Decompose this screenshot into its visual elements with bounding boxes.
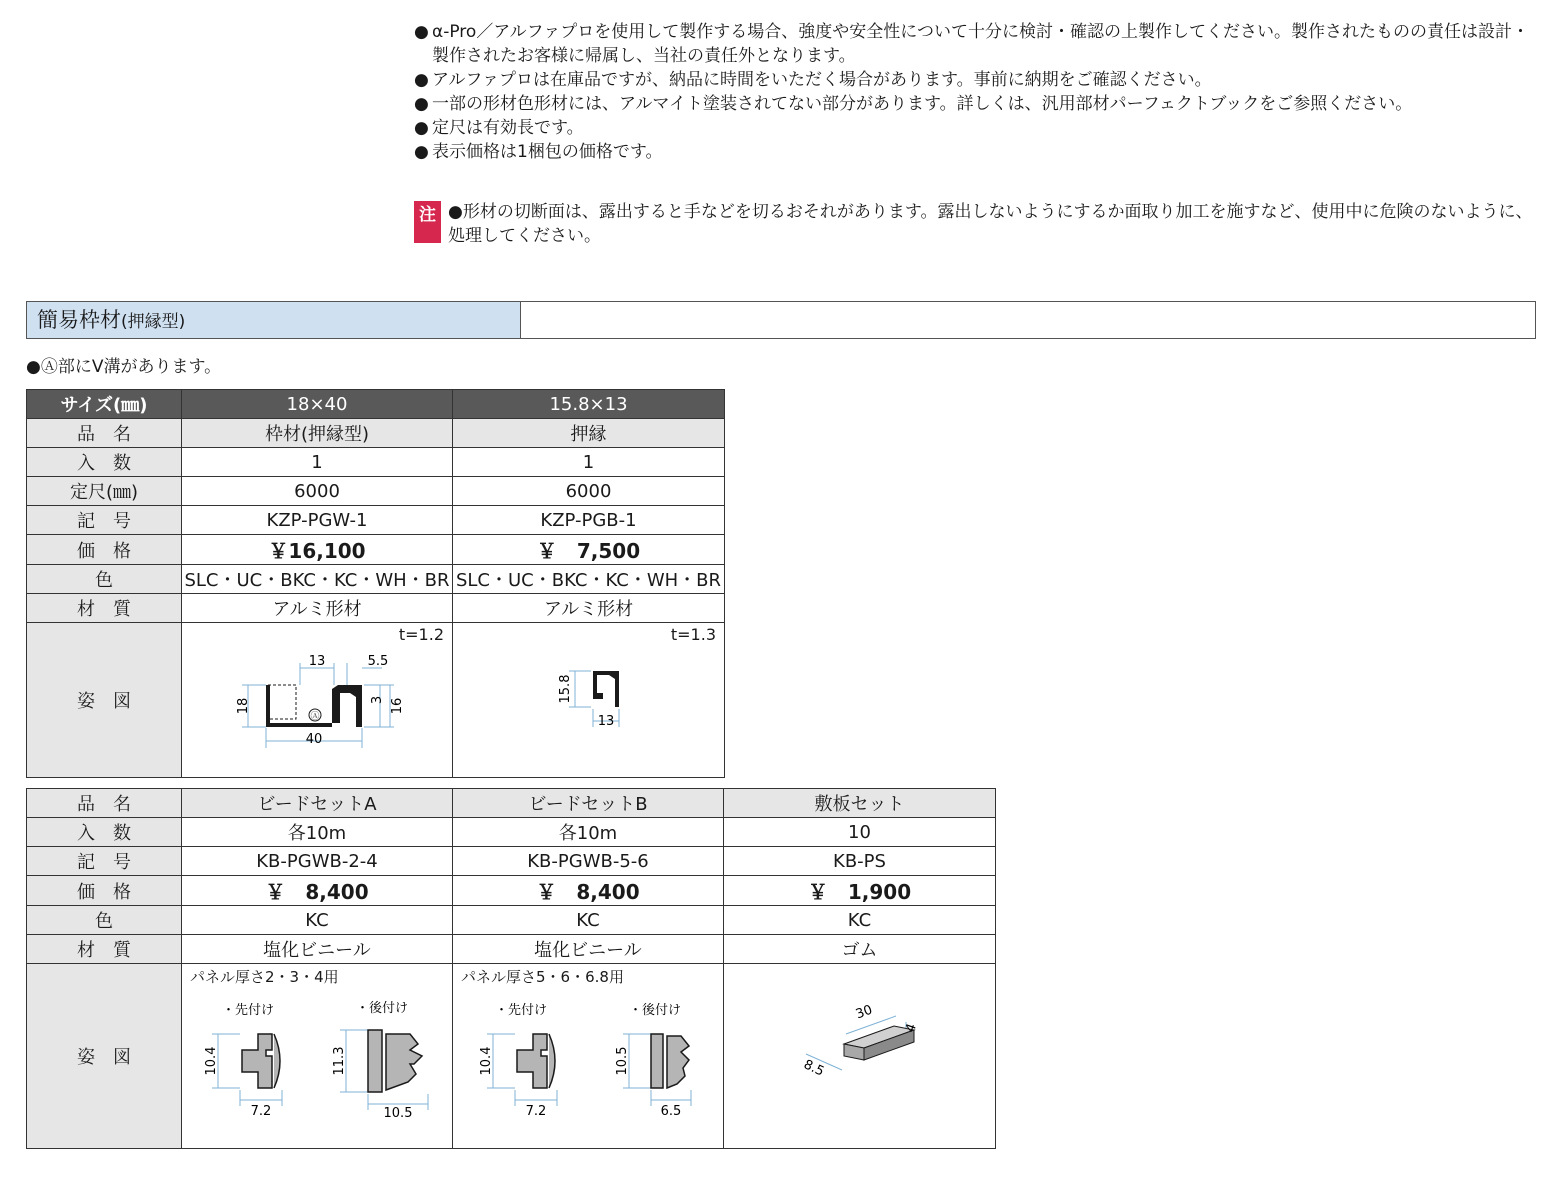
section-header: [26, 301, 1536, 339]
color-cell: KC: [453, 906, 724, 935]
accessory-table: [26, 788, 996, 1149]
product-name: ビードセットB: [453, 789, 724, 818]
table-row: [27, 419, 725, 448]
price-cell: ￥ 8,400: [182, 876, 453, 906]
table-row: [27, 390, 725, 419]
dim-label: 11.3: [332, 1046, 347, 1076]
section-title-text: 簡易枠材: [37, 308, 121, 332]
qty-cell: 1: [453, 448, 725, 477]
length-cell: 6000: [182, 477, 453, 506]
bead-profile-drawing: [453, 623, 725, 777]
row-label: 価 格: [27, 876, 182, 906]
section-title: [27, 302, 521, 338]
dim-label: 7.2: [525, 1104, 547, 1119]
bullet: ●: [414, 94, 429, 114]
table-row: [27, 935, 996, 964]
drawing-cell: [182, 964, 453, 1149]
panel-caption: パネル厚さ5・6・6.8用: [461, 968, 624, 986]
row-label: 品 名: [27, 789, 182, 818]
row-label: 材 質: [27, 935, 182, 964]
qty-cell: 1: [182, 448, 453, 477]
plate-set-drawing: [724, 964, 996, 1148]
note-item: [414, 92, 1544, 116]
pre-fit-label: ・先付け: [222, 1003, 275, 1018]
post-fit-label: ・後付け: [629, 1003, 682, 1018]
row-label: 姿 図: [27, 623, 182, 778]
bead-set-a-drawing: [182, 964, 453, 1148]
v-groove-mark: Ⓐ: [310, 712, 320, 722]
dim-label: 10.5: [383, 1106, 413, 1121]
color-cell: KC: [724, 906, 996, 935]
dim-label: 10.4: [204, 1046, 219, 1076]
material-cell: 塩化ビニール: [182, 935, 453, 964]
notes-block: [414, 20, 1544, 164]
product-name: 敷板セット: [724, 789, 996, 818]
table-row: [27, 448, 725, 477]
dim-label: 40: [305, 732, 323, 747]
table-row: [27, 789, 996, 818]
row-label: 入 数: [27, 818, 182, 847]
dim-label: 18: [236, 697, 251, 715]
dim-label: 7.2: [250, 1104, 272, 1119]
material-cell: 塩化ビニール: [453, 935, 724, 964]
post-fit-label: ・後付け: [356, 1001, 409, 1016]
dim-label: 6.5: [660, 1104, 682, 1119]
price-cell: ￥ 7,500: [453, 535, 725, 565]
drawing-cell: [182, 623, 453, 778]
row-label: 色: [27, 565, 182, 594]
color-cell: SLC・UC・BKC・KC・WH・BR: [182, 565, 453, 594]
length-cell: 6000: [453, 477, 725, 506]
bead-set-b-drawing: [453, 964, 724, 1148]
code-cell: KB-PGWB-5-6: [453, 847, 724, 876]
size-cell: 15.8×13: [453, 390, 725, 419]
note-text: 表示価格は1梱包の価格です。: [432, 142, 663, 162]
dim-label: 30: [853, 1002, 875, 1023]
row-label: 入 数: [27, 448, 182, 477]
row-label: 品 名: [27, 419, 182, 448]
warning-text: ●形材の切断面は、露出すると手などを切るおそれがあります。露出しないようにするか面取り加工を施すなど、使用中に危険のないように、処理してください。: [448, 202, 1533, 246]
dim-label: 13: [308, 654, 326, 669]
drawing-cell: [453, 964, 724, 1149]
dim-label: 10.4: [479, 1046, 494, 1076]
dim-label: 4: [903, 1021, 920, 1035]
frame-profile-drawing: [182, 623, 453, 777]
dim-label: 8.5: [801, 1057, 827, 1080]
row-label: 定尺(㎜): [27, 477, 182, 506]
note-text: α-Pro／アルファプロを使用して製作する場合、強度や安全性について十分に検討・確認の上製作してください。製作されたものの責任は設計・製作されたお客様に帰属し、当社の責任外となります。: [432, 22, 1529, 66]
table-row: [27, 876, 996, 906]
product-name: ビードセットA: [182, 789, 453, 818]
section-subtitle: (押縁型): [121, 312, 186, 332]
panel-caption: パネル厚さ2・3・4用: [190, 968, 339, 986]
size-cell: 18×40: [182, 390, 453, 419]
row-label: 価 格: [27, 535, 182, 565]
drawing-cell: [724, 964, 996, 1149]
thickness-note: t=1.3: [670, 625, 716, 644]
code-cell: KB-PS: [724, 847, 996, 876]
v-groove-note: ●Ⓐ部にV溝があります。: [26, 357, 222, 377]
note-item: [414, 116, 1544, 140]
dim-label: 3: [370, 695, 385, 705]
note-item: [414, 20, 1544, 68]
row-label: 姿 図: [27, 964, 182, 1149]
note-text: アルファプロは在庫品ですが、納品に時間をいただく場合があります。事前に納期をご確認ください。: [432, 70, 1212, 90]
dim-label: 5.5: [367, 654, 389, 669]
table-row: [27, 594, 725, 623]
row-label: 記 号: [27, 506, 182, 535]
dim-label: 16: [390, 697, 405, 715]
bullet: ●: [414, 118, 429, 138]
table-row: [27, 477, 725, 506]
table-row: [27, 818, 996, 847]
product-name: 枠材(押縁型): [182, 419, 453, 448]
table-row: [27, 847, 996, 876]
color-cell: KC: [182, 906, 453, 935]
price-cell: ￥ 8,400: [453, 876, 724, 906]
dim-label: 13: [597, 714, 615, 729]
product-name: 押縁: [453, 419, 725, 448]
bullet: ●: [414, 142, 429, 162]
row-label: 記 号: [27, 847, 182, 876]
code-cell: KZP-PGB-1: [453, 506, 725, 535]
note-item: [414, 68, 1544, 92]
code-cell: KB-PGWB-2-4: [182, 847, 453, 876]
row-label: サイズ(㎜): [27, 390, 182, 419]
warning-badge: 注: [414, 201, 441, 243]
note-text: 定尺は有効長です。: [432, 118, 584, 138]
note-text: 一部の形材色形材には、アルマイト塗装されてない部分があります。詳しくは、汎用部材パーフェクトブックをご参照ください。: [432, 94, 1413, 114]
row-label: 色: [27, 906, 182, 935]
qty-cell: 各10m: [453, 818, 724, 847]
dim-label: 10.5: [615, 1046, 630, 1076]
row-label: 材 質: [27, 594, 182, 623]
drawing-cell: [453, 623, 725, 778]
qty-cell: 10: [724, 818, 996, 847]
note-item: [414, 140, 1544, 164]
bullet: ●: [414, 70, 429, 90]
spec-table-frame: [26, 389, 725, 778]
table-row: [27, 535, 725, 565]
material-cell: アルミ形材: [453, 594, 725, 623]
pre-fit-label: ・先付け: [495, 1003, 548, 1018]
price-cell: ￥16,100: [182, 535, 453, 565]
qty-cell: 各10m: [182, 818, 453, 847]
code-cell: KZP-PGW-1: [182, 506, 453, 535]
table-row: [27, 964, 996, 1149]
table-row: [27, 906, 996, 935]
table-row: [27, 506, 725, 535]
bullet: ●: [414, 22, 429, 42]
dim-label: 15.8: [558, 674, 573, 704]
material-cell: ゴム: [724, 935, 996, 964]
color-cell: SLC・UC・BKC・KC・WH・BR: [453, 565, 725, 594]
price-cell: ￥ 1,900: [724, 876, 996, 906]
thickness-note: t=1.2: [398, 625, 444, 644]
material-cell: アルミ形材: [182, 594, 453, 623]
table-row: [27, 623, 725, 778]
table-row: [27, 565, 725, 594]
